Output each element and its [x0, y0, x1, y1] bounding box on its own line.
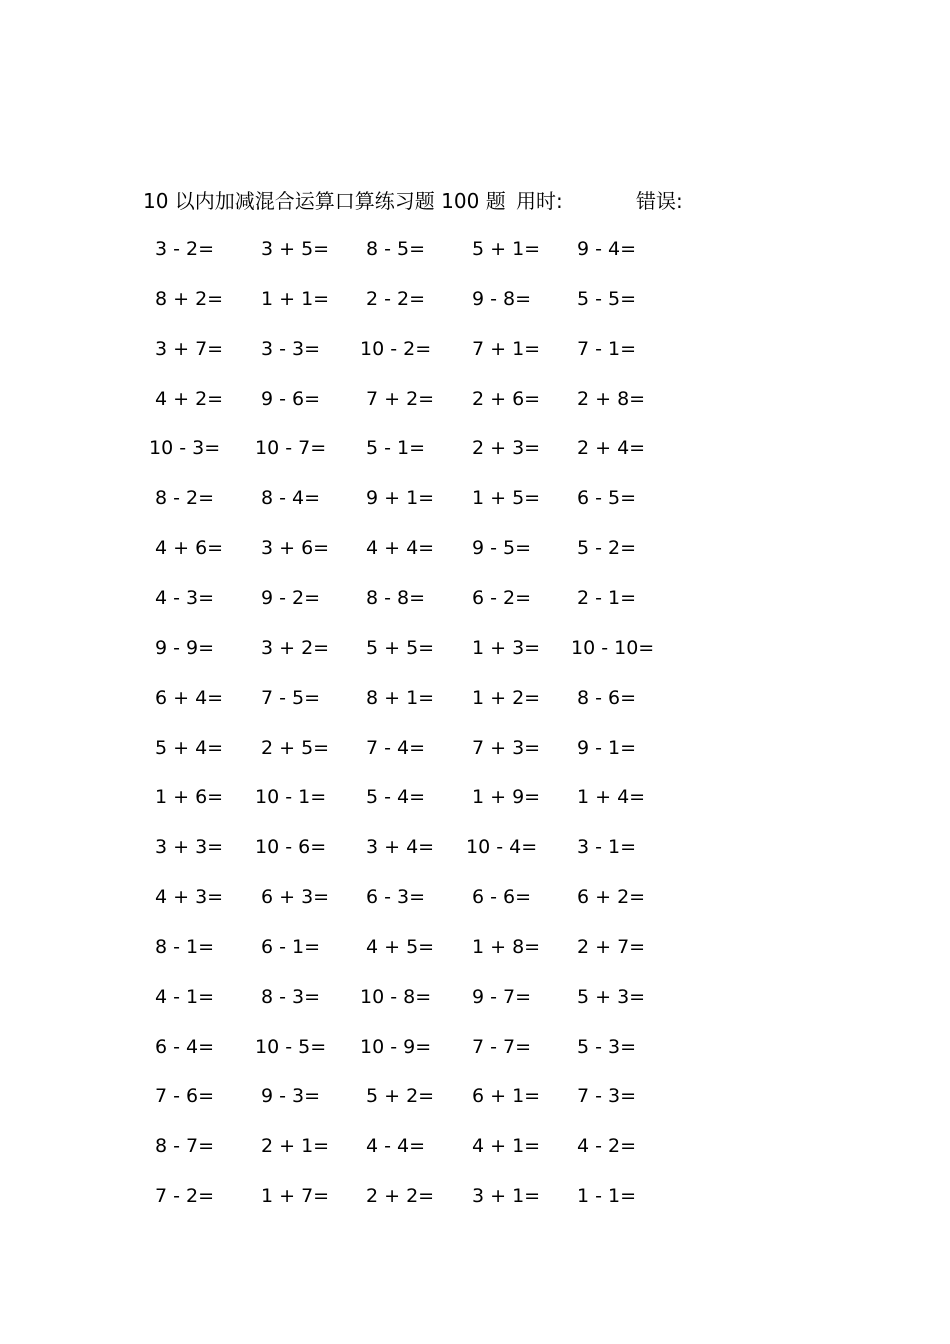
problem-row	[0, 982, 950, 1012]
arithmetic-problem: 10 - 9=	[360, 1035, 432, 1058]
arithmetic-problem: 3 + 7=	[155, 337, 224, 360]
arithmetic-problem: 8 - 5=	[366, 238, 426, 260]
arithmetic-problem: 9 - 8=	[472, 287, 532, 310]
arithmetic-problem: 8 - 1=	[155, 935, 215, 958]
arithmetic-problem: 9 - 3=	[261, 1085, 321, 1108]
problem-row	[0, 1032, 950, 1062]
problem-row	[0, 284, 950, 314]
arithmetic-problem: 4 + 5=	[366, 935, 435, 958]
arithmetic-problem: 7 - 2=	[155, 1185, 215, 1208]
problem-row	[0, 882, 950, 912]
arithmetic-problem: 1 + 6=	[155, 786, 224, 809]
arithmetic-problem: 3 - 3=	[261, 337, 321, 360]
arithmetic-problem: 1 + 5=	[472, 487, 541, 510]
arithmetic-problem: 4 + 2=	[155, 387, 224, 410]
arithmetic-problem: 6 - 1=	[261, 935, 321, 958]
arithmetic-problem: 9 - 2=	[261, 586, 321, 609]
arithmetic-problem: 10 - 8=	[360, 985, 432, 1008]
arithmetic-problem: 6 + 1=	[472, 1085, 541, 1108]
arithmetic-problem: 6 - 3=	[366, 886, 426, 909]
arithmetic-problem: 2 + 4=	[577, 437, 646, 460]
time-used-label: 用时:	[516, 189, 563, 213]
arithmetic-problem: 1 + 9=	[472, 786, 541, 809]
arithmetic-problem: 8 + 1=	[366, 686, 435, 709]
problem-row	[0, 1181, 950, 1211]
arithmetic-problem: 7 - 4=	[366, 736, 426, 759]
arithmetic-problem: 3 + 4=	[366, 836, 435, 859]
arithmetic-problem: 5 - 5=	[577, 287, 637, 310]
arithmetic-problem: 7 - 6=	[155, 1085, 215, 1108]
arithmetic-problem: 6 - 6=	[472, 886, 532, 909]
problem-row	[0, 832, 950, 862]
worksheet-title: 10 以内加减混合运算口算练习题 100 题	[143, 189, 506, 213]
arithmetic-problem: 7 + 3=	[472, 736, 541, 759]
arithmetic-problem: 10 - 4=	[466, 836, 538, 859]
arithmetic-problem: 2 + 7=	[577, 935, 646, 958]
arithmetic-problem: 5 + 2=	[366, 1085, 435, 1108]
problem-row	[0, 683, 950, 713]
arithmetic-problem: 8 - 7=	[155, 1135, 215, 1158]
arithmetic-problem: 8 - 6=	[577, 686, 637, 709]
arithmetic-problem: 6 - 5=	[577, 487, 637, 510]
arithmetic-problem: 8 - 3=	[261, 985, 321, 1008]
arithmetic-problem: 2 + 6=	[472, 387, 541, 410]
arithmetic-problem: 1 - 1=	[577, 1185, 637, 1208]
arithmetic-problem: 1 + 8=	[472, 935, 541, 958]
arithmetic-problem: 4 - 2=	[577, 1135, 637, 1158]
arithmetic-problem: 9 - 4=	[577, 238, 637, 260]
arithmetic-problem: 10 - 5=	[255, 1035, 327, 1058]
arithmetic-problem: 4 + 4=	[366, 537, 435, 560]
arithmetic-problem: 1 + 2=	[472, 686, 541, 709]
arithmetic-problem: 1 + 3=	[472, 636, 541, 659]
arithmetic-problem: 9 - 1=	[577, 736, 637, 759]
arithmetic-problem: 2 - 1=	[577, 586, 637, 609]
arithmetic-problem: 10 - 10=	[571, 636, 655, 659]
problem-row	[0, 782, 950, 812]
arithmetic-problem: 10 - 2=	[360, 337, 432, 360]
arithmetic-problem: 6 - 4=	[155, 1035, 215, 1058]
arithmetic-problem: 3 - 1=	[577, 836, 637, 859]
arithmetic-problem: 5 - 3=	[577, 1035, 637, 1058]
arithmetic-problem: 1 + 4=	[577, 786, 646, 809]
problem-row	[0, 483, 950, 513]
arithmetic-problem: 9 + 1=	[366, 487, 435, 510]
arithmetic-problem: 4 - 4=	[366, 1135, 426, 1158]
errors-label: 错误:	[636, 189, 683, 213]
arithmetic-problem: 1 + 1=	[261, 287, 330, 310]
arithmetic-problem: 7 + 1=	[472, 337, 541, 360]
arithmetic-problem: 4 + 6=	[155, 537, 224, 560]
arithmetic-problem: 2 - 2=	[366, 287, 426, 310]
arithmetic-problem: 2 + 2=	[366, 1185, 435, 1208]
arithmetic-problem: 5 - 1=	[366, 437, 426, 460]
arithmetic-problem: 3 + 2=	[261, 636, 330, 659]
problem-row	[0, 583, 950, 613]
arithmetic-problem: 5 + 1=	[472, 238, 541, 260]
arithmetic-problem: 9 - 6=	[261, 387, 321, 410]
problem-row	[0, 1131, 950, 1161]
arithmetic-problem: 3 + 6=	[261, 537, 330, 560]
arithmetic-problem: 2 + 8=	[577, 387, 646, 410]
problem-row	[0, 433, 950, 463]
arithmetic-problem: 7 - 1=	[577, 337, 637, 360]
arithmetic-problem: 5 + 4=	[155, 736, 224, 759]
arithmetic-problem: 10 - 3=	[149, 437, 221, 460]
arithmetic-problem: 6 + 2=	[577, 886, 646, 909]
arithmetic-problem: 5 + 3=	[577, 985, 646, 1008]
arithmetic-problem: 3 - 2=	[155, 238, 215, 260]
arithmetic-problem: 5 + 5=	[366, 636, 435, 659]
arithmetic-problem: 7 + 2=	[366, 387, 435, 410]
arithmetic-problem: 2 + 5=	[261, 736, 330, 759]
arithmetic-problem: 10 - 1=	[255, 786, 327, 809]
problem-row	[0, 932, 950, 962]
arithmetic-problem: 6 - 2=	[472, 586, 532, 609]
problem-row	[0, 1081, 950, 1111]
arithmetic-problem: 2 + 1=	[261, 1135, 330, 1158]
problem-row	[0, 234, 950, 264]
arithmetic-problem: 6 + 4=	[155, 686, 224, 709]
problem-row	[0, 733, 950, 763]
arithmetic-problem: 7 - 7=	[472, 1035, 532, 1058]
arithmetic-problem: 9 - 9=	[155, 636, 215, 659]
arithmetic-problem: 1 + 7=	[261, 1185, 330, 1208]
arithmetic-problem: 8 - 4=	[261, 487, 321, 510]
arithmetic-problem: 10 - 7=	[255, 437, 327, 460]
arithmetic-problem: 9 - 5=	[472, 537, 532, 560]
arithmetic-problem: 5 - 2=	[577, 537, 637, 560]
arithmetic-problem: 4 - 3=	[155, 586, 215, 609]
arithmetic-problem: 8 - 8=	[366, 586, 426, 609]
arithmetic-problem: 7 - 3=	[577, 1085, 637, 1108]
problem-row	[0, 334, 950, 364]
arithmetic-problem: 4 - 1=	[155, 985, 215, 1008]
arithmetic-problem: 3 + 1=	[472, 1185, 541, 1208]
arithmetic-problem: 8 + 2=	[155, 287, 224, 310]
arithmetic-problem: 10 - 6=	[255, 836, 327, 859]
arithmetic-problem: 3 + 5=	[261, 238, 330, 260]
arithmetic-problem: 8 - 2=	[155, 487, 215, 510]
problem-row	[0, 384, 950, 414]
arithmetic-problem: 4 + 3=	[155, 886, 224, 909]
arithmetic-problem: 3 + 3=	[155, 836, 224, 859]
arithmetic-problem: 4 + 1=	[472, 1135, 541, 1158]
arithmetic-problem: 2 + 3=	[472, 437, 541, 460]
arithmetic-problem: 5 - 4=	[366, 786, 426, 809]
problem-row	[0, 533, 950, 563]
problem-row	[0, 633, 950, 663]
arithmetic-problem: 7 - 5=	[261, 686, 321, 709]
arithmetic-problem: 9 - 7=	[472, 985, 532, 1008]
arithmetic-problem: 6 + 3=	[261, 886, 330, 909]
